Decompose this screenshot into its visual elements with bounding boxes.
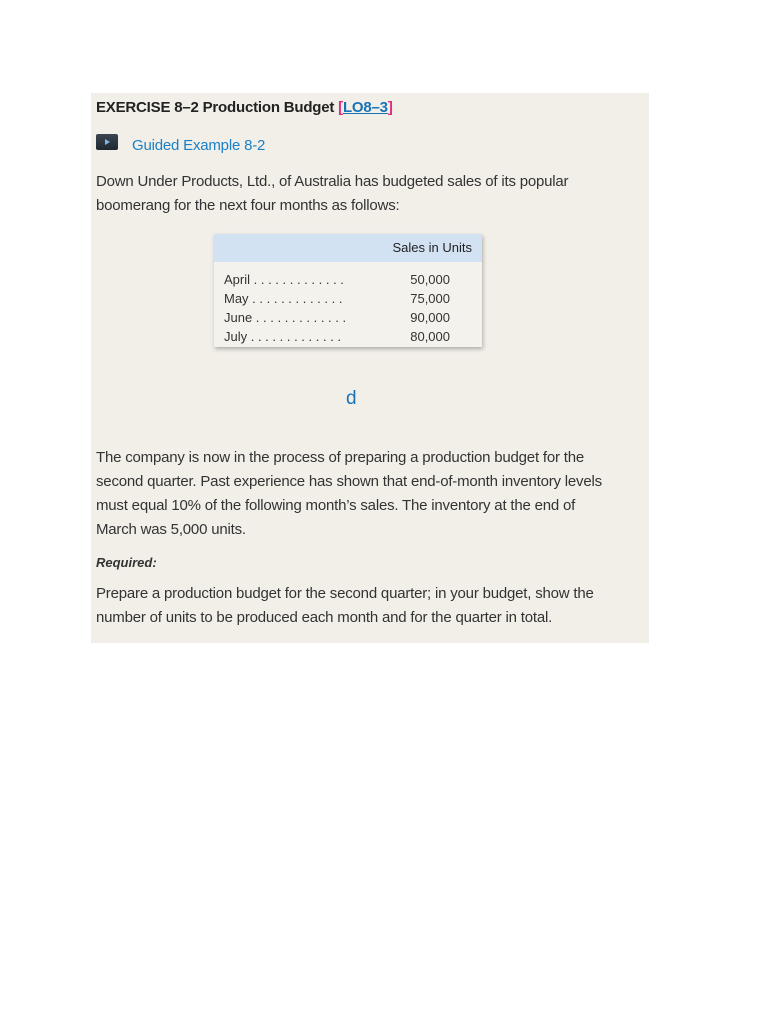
bracket-open: [ <box>338 99 343 116</box>
sales-table <box>214 234 482 347</box>
sales-value: 80,000 <box>410 329 450 344</box>
exercise-title-text: EXERCISE 8–2 Production Budget <box>96 99 339 116</box>
month-label: April . . . . . . . . . . . . . <box>224 272 344 287</box>
video-play-icon[interactable] <box>96 134 118 150</box>
guided-example-link[interactable]: Guided Example 8-2 <box>132 136 266 154</box>
month-label: June . . . . . . . . . . . . . <box>224 310 347 325</box>
guided-example-row <box>96 135 265 155</box>
table-row <box>214 289 482 308</box>
month-label: May . . . . . . . . . . . . . <box>224 291 343 306</box>
stray-letter: d <box>346 388 357 409</box>
required-label: Required: <box>96 555 157 570</box>
sales-value: 75,000 <box>410 291 450 306</box>
sales-value: 90,000 <box>410 310 450 325</box>
intro-paragraph: Down Under Products, Ltd., of Australia has budgeted sales of its popular boomerang for the next four months as follows: <box>96 173 569 214</box>
exercise-panel <box>91 93 649 643</box>
table-row <box>214 270 482 289</box>
month-label: July . . . . . . . . . . . . . <box>224 329 342 344</box>
bracket-close: ] <box>387 99 393 116</box>
sales-table-header <box>214 234 482 262</box>
table-row <box>214 327 482 346</box>
sales-column-header: Sales in Units <box>392 240 472 255</box>
table-row <box>214 308 482 327</box>
required-paragraph: Prepare a production budget for the second quarter; in your budget, show the number of units to be produced each month and for the quarter in total. <box>96 585 594 626</box>
sales-value: 50,000 <box>410 272 450 287</box>
learning-objective-link[interactable]: LO8–3 <box>342 99 388 116</box>
body-paragraph: The company is now in the process of preparing a production budget for the second quarter. Past experience has shown that end-of-month inventory levels must equal 10% of the following month’s sales. The inventory at the end of March was 5,000 units. <box>96 449 602 538</box>
exercise-title <box>96 99 393 116</box>
